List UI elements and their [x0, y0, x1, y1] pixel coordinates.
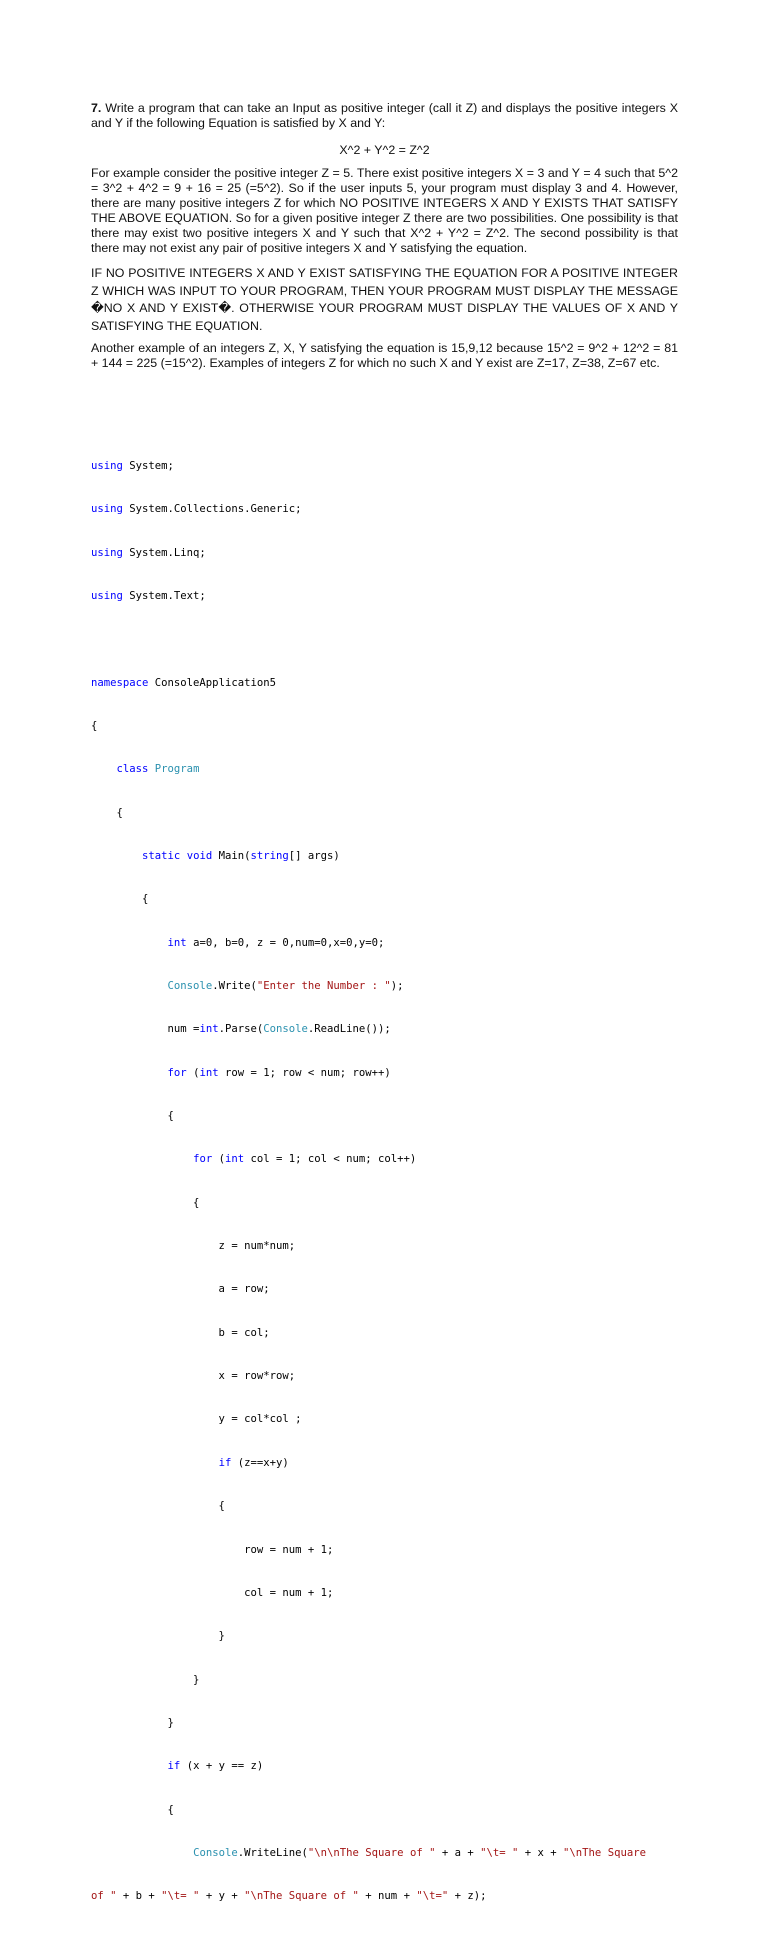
code-line: b = col;: [91, 1326, 270, 1339]
another-example-paragraph: [91, 341, 678, 371]
code-line: for (int col = 1; col < num; col++): [193, 1153, 417, 1166]
code-line: }: [91, 1673, 200, 1686]
code-line: class Program: [116, 763, 200, 776]
code-blank-line: [91, 632, 691, 646]
code-line: {: [91, 719, 98, 732]
code-line: using System.Text;: [91, 589, 206, 602]
code-line: {: [91, 893, 149, 906]
code-line: if (x + y == z): [167, 1760, 264, 1773]
code-line: a = row;: [91, 1283, 270, 1296]
code-line: col = num + 1;: [91, 1586, 334, 1599]
code-line: x = row*row;: [91, 1370, 296, 1383]
requirement-text: IF NO POSITIVE INTEGERS X AND Y EXIST SATISFYING THE EQUATION FOR A POSITIVE INTEGER Z WHICH WAS INPUT TO YOUR PROGRAM, THEN YOUR PROGRAM MUST DISPLAY THE MESSAGE �NO X AND Y EXIST�. OTHERWISE YOUR PROGRAM MUST DISPLAY THE VALUES OF X AND Y SATISFYING THE EQUATION.: [91, 266, 678, 333]
code-line: {: [91, 1110, 174, 1123]
example-text: For example consider the positive integer Z = 5. There exist positive integers X = 3 and Y = 4 such that 5^2 = 3^2 + 4^2 = 9 + 16 = 25 (=5^2). So if the user inputs 5, your program must display 3 and 4. However, there are many positive integers Z for which NO POSITIVE INTEGERS X AND Y EXISTS THAT SATISFY THE ABOVE EQUATION. So for a given positive integer Z there are two possibilities. One possibility is that there may exist two positive integers X and Y such that X^2 + Y^2 = Z^2. The second possibility is that there may not exist any pair of positive integers X and Y satisfying the equation.: [91, 166, 678, 255]
code-line: z = num*num;: [91, 1240, 296, 1253]
requirement-paragraph: [91, 265, 678, 335]
code-line: {: [91, 1500, 225, 1513]
question-intro-text: Write a program that can take an Input as positive integer (call it Z) and displays the positive integers X and Y if the following Equation is satisfied by X and Y:: [91, 101, 678, 130]
code-block: [91, 430, 691, 1933]
another-example-text: Another example of an integers Z, X, Y satisfying the equation is 15,9,12 because 15^2 = 9^2 + 12^2 = 81 + 144 = 225 (=15^2). Examples of integers Z for which no such X and Y exist are Z=17, Z=38, Z=67 etc.: [91, 341, 678, 370]
code-line: for (int row = 1; row < num; row++): [167, 1066, 391, 1079]
example-paragraph: [91, 166, 678, 256]
code-line: }: [91, 1630, 225, 1643]
code-line: if (z==x+y): [218, 1456, 289, 1469]
code-line: static void Main(string[] args): [142, 850, 340, 862]
code-line: {: [91, 806, 123, 819]
code-line: Console.Write("Enter the Number : ");: [167, 980, 404, 993]
equation: X^2 + Y^2 = Z^2: [339, 143, 430, 157]
code-line: {: [91, 1803, 174, 1816]
code-line: using System;: [91, 459, 174, 472]
question-intro: [91, 101, 678, 131]
code-line: of " + b + "\t= " + y + "\nThe Square of " + num + "\t=" + z);: [91, 1890, 487, 1903]
code-line: {: [91, 1196, 200, 1209]
code-line: num =int.Parse(Console.ReadLine());: [91, 1023, 391, 1036]
code-line: y = col*col ;: [91, 1413, 302, 1426]
code-line: using System.Linq;: [91, 546, 206, 559]
code-line: Console.WriteLine("\n\nThe Square of " + a + "\t= " + x + "\nThe Square: [193, 1846, 646, 1859]
code-line: row = num + 1;: [91, 1543, 334, 1556]
code-line: }: [91, 1716, 174, 1729]
code-line: int a=0, b=0, z = 0,num=0,x=0,y=0;: [167, 936, 385, 949]
code-line: namespace ConsoleApplication5: [91, 676, 276, 689]
question-number: 7.: [91, 101, 102, 115]
code-line: using System.Collections.Generic;: [91, 503, 302, 516]
